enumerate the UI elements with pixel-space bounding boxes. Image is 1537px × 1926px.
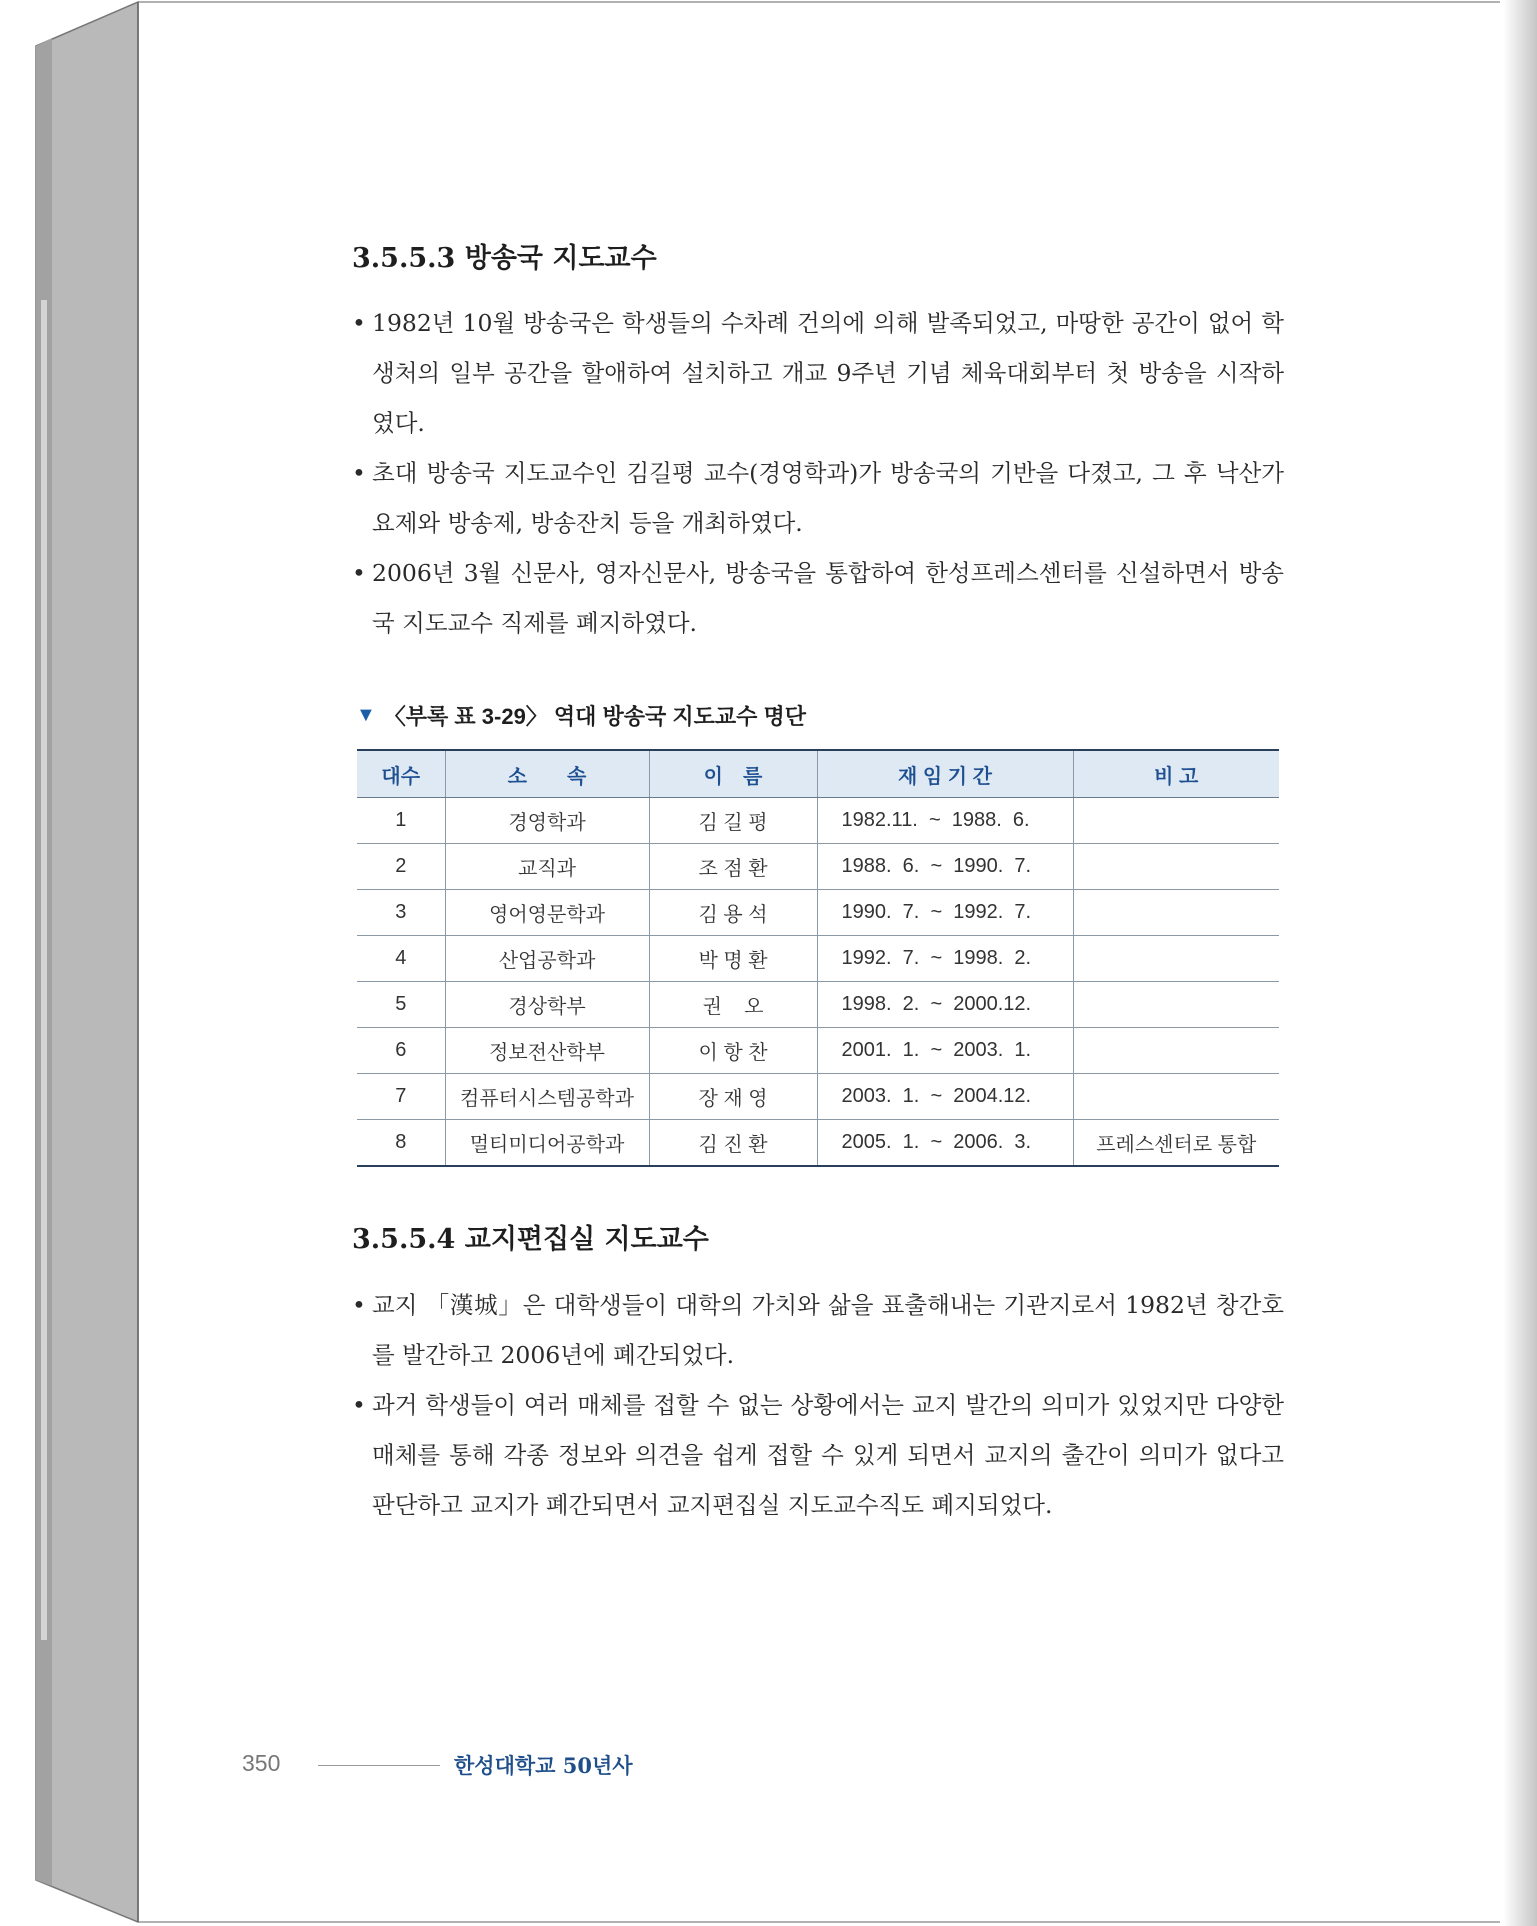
cell-name: 권 오 xyxy=(649,982,817,1028)
bullet-item: • 교지 「漢城」은 대학생들이 대학의 가치와 삶을 표출해내는 기관지로서 1982년 창간호를 발간하고 2006년에 폐간되었다. xyxy=(352,1280,1284,1380)
cell-note xyxy=(1073,1028,1279,1074)
magazine-bullet-list xyxy=(352,1280,1284,1530)
header-term: 재 임 기 간 xyxy=(817,750,1073,798)
cell-department: 경영학과 xyxy=(445,798,649,844)
cell-term: 1982.11. ~ 1988. 6. xyxy=(817,798,1073,844)
cell-term: 1990. 7. ~ 1992. 7. xyxy=(817,890,1073,936)
table-header-row xyxy=(357,750,1279,798)
cell-name: 김 용 석 xyxy=(649,890,817,936)
cell-note xyxy=(1073,1074,1279,1120)
cell-note xyxy=(1073,890,1279,936)
cell-name: 장 재 영 xyxy=(649,1074,817,1120)
cell-term: 2005. 1. ~ 2006. 3. xyxy=(817,1120,1073,1167)
cell-name: 박 명 환 xyxy=(649,936,817,982)
table-row xyxy=(357,982,1279,1028)
cell-generation: 7 xyxy=(357,1074,445,1120)
section-title-broadcast: 3.5.5.3 방송국 지도교수 xyxy=(352,243,657,274)
cell-generation: 4 xyxy=(357,936,445,982)
cell-term: 1988. 6. ~ 1990. 7. xyxy=(817,844,1073,890)
cell-department: 멀티미디어공학과 xyxy=(445,1120,649,1167)
header-name: 이 름 xyxy=(649,750,817,798)
section-title-magazine: 3.5.5.4 교지편집실 지도교수 xyxy=(352,1224,709,1255)
cell-department: 교직과 xyxy=(445,844,649,890)
cell-term: 2001. 1. ~ 2003. 1. xyxy=(817,1028,1073,1074)
bullet-item: • 초대 방송국 지도교수인 김길평 교수(경영학과)가 방송국의 기반을 다졌고, 그 후 낙산가요제와 방송제, 방송잔치 등을 개최하였다. xyxy=(352,448,1284,548)
table-row xyxy=(357,1074,1279,1120)
cell-note xyxy=(1073,982,1279,1028)
cell-name: 김 진 환 xyxy=(649,1120,817,1167)
header-generation: 대수 xyxy=(357,750,445,798)
table-caption-text: 〈부록 표 3-29〉 역대 방송국 지도교수 명단 xyxy=(383,704,807,729)
cell-name: 김 길 평 xyxy=(649,798,817,844)
triangle-down-icon: ▼ xyxy=(356,704,376,726)
cell-generation: 5 xyxy=(357,982,445,1028)
cell-department: 컴퓨터시스템공학과 xyxy=(445,1074,649,1120)
cell-name: 조 점 환 xyxy=(649,844,817,890)
cell-note xyxy=(1073,798,1279,844)
table-caption xyxy=(356,700,806,731)
page-number: 350 xyxy=(242,1750,281,1776)
bullet-item: • 1982년 10월 방송국은 학생들의 수차례 건의에 의해 발족되었고, 마땅한 공간이 없어 학생처의 일부 공간을 할애하여 설치하고 개교 9주년 기념 체육대회부터 첫 방송을 시작하였다. xyxy=(352,298,1284,448)
header-note: 비 고 xyxy=(1073,750,1279,798)
cell-generation: 1 xyxy=(357,798,445,844)
table-row xyxy=(357,890,1279,936)
page-edge-shadow xyxy=(1503,0,1537,1926)
footer-book-title: 한성대학교 50년사 xyxy=(454,1753,633,1778)
footer-divider xyxy=(318,1765,440,1766)
table-row xyxy=(357,1120,1279,1167)
cell-term: 1998. 2. ~ 2000.12. xyxy=(817,982,1073,1028)
table-row xyxy=(357,798,1279,844)
table-row xyxy=(357,1028,1279,1074)
table-row xyxy=(357,936,1279,982)
advisor-roster-table xyxy=(357,749,1279,1167)
cell-generation: 6 xyxy=(357,1028,445,1074)
cell-note xyxy=(1073,936,1279,982)
cell-generation: 3 xyxy=(357,890,445,936)
cell-term: 2003. 1. ~ 2004.12. xyxy=(817,1074,1073,1120)
cell-department: 정보전산학부 xyxy=(445,1028,649,1074)
cell-note xyxy=(1073,844,1279,890)
broadcast-bullet-list xyxy=(352,298,1284,648)
table-row xyxy=(357,844,1279,890)
cell-name: 이 항 찬 xyxy=(649,1028,817,1074)
cell-term: 1992. 7. ~ 1998. 2. xyxy=(817,936,1073,982)
bullet-item: • 과거 학생들이 여러 매체를 접할 수 없는 상황에서는 교지 발간의 의미가 있었지만 다양한 매체를 통해 각종 정보와 의견을 쉽게 접할 수 있게 되면서 교지의 출간이 의미가 없다고 판단하고 교지가 폐간되면서 교지편집실 지도교수직도 폐지되었다. xyxy=(352,1380,1284,1530)
cell-department: 영어영문학과 xyxy=(445,890,649,936)
cell-note: 프레스센터로 통합 xyxy=(1073,1120,1279,1167)
cell-department: 경상학부 xyxy=(445,982,649,1028)
cell-generation: 2 xyxy=(357,844,445,890)
cell-generation: 8 xyxy=(357,1120,445,1167)
cell-department: 산업공학과 xyxy=(445,936,649,982)
bullet-item: • 2006년 3월 신문사, 영자신문사, 방송국을 통합하여 한성프레스센터를 신설하면서 방송국 지도교수 직제를 폐지하였다. xyxy=(352,548,1284,648)
header-department: 소 속 xyxy=(445,750,649,798)
